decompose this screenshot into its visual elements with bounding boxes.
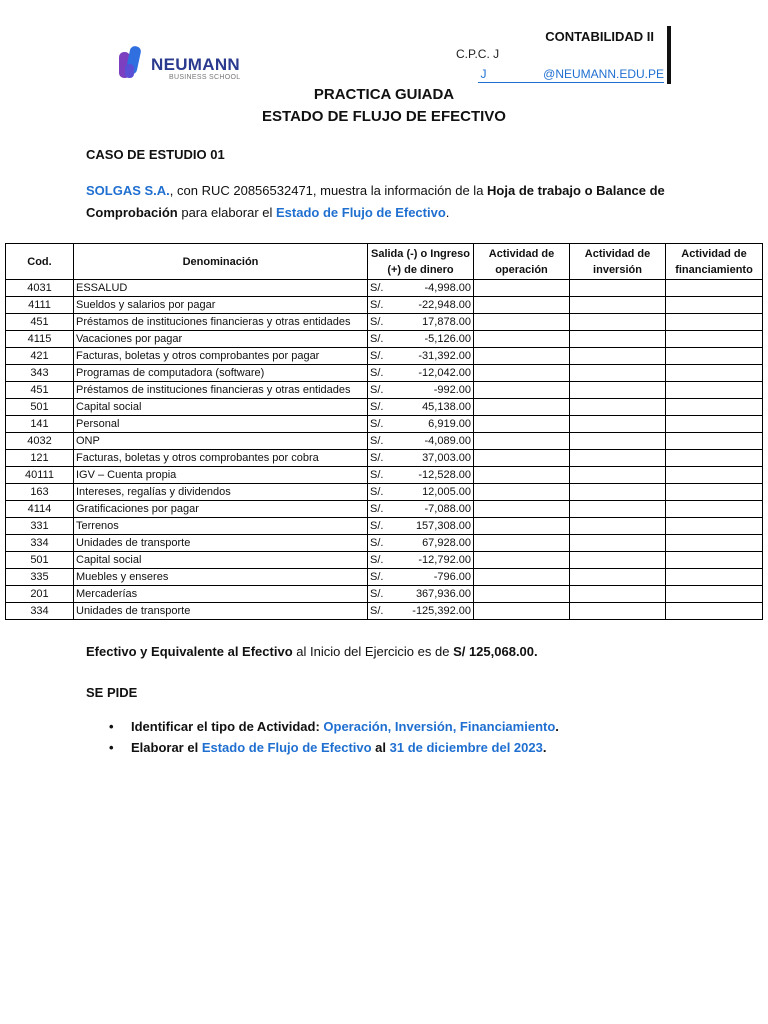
cell-financiamiento[interactable]	[666, 280, 763, 297]
cell-denominacion: Intereses, regalías y dividendos	[74, 484, 368, 501]
cell-amount	[368, 603, 474, 620]
cell-amount-value: -7,088.00	[424, 503, 471, 515]
col-header-operacion	[474, 244, 570, 280]
cell-currency: S/.	[370, 571, 384, 583]
table-row	[6, 467, 763, 484]
cell-financiamiento[interactable]	[666, 416, 763, 433]
cell-amount-value: 37,003.00	[422, 452, 471, 464]
logo-wordmark: NEUMANN	[151, 55, 240, 74]
cell-inversion[interactable]	[570, 433, 666, 450]
cell-currency: S/.	[370, 401, 384, 413]
cell-inversion[interactable]	[570, 331, 666, 348]
cell-denominacion: IGV – Cuenta propia	[74, 467, 368, 484]
cell-cod: 421	[6, 348, 74, 365]
cell-operacion[interactable]	[474, 416, 570, 433]
cell-operacion[interactable]	[474, 569, 570, 586]
intro-text-2: para elaborar el	[177, 205, 277, 220]
cell-amount-value: 157,308.00	[415, 520, 471, 532]
task-1-end: .	[555, 719, 559, 734]
cell-denominacion: Muebles y enseres	[74, 569, 368, 586]
intro-hoja: Hoja de trabajo o Balance de Comprobación	[86, 183, 665, 220]
cell-inversion[interactable]	[570, 314, 666, 331]
table-row	[6, 365, 763, 382]
cell-amount	[368, 433, 474, 450]
cell-amount-value: 45,138.00	[422, 401, 471, 413]
neumann-logo-icon	[117, 44, 147, 82]
cell-financiamiento[interactable]	[666, 297, 763, 314]
ledger-body	[6, 280, 763, 620]
cell-operacion[interactable]	[474, 586, 570, 603]
cell-cod: 201	[6, 586, 74, 603]
table-row	[6, 501, 763, 518]
neumann-logo	[117, 44, 257, 84]
task-2-end: .	[542, 740, 547, 755]
cell-amount-value: 67,928.00	[422, 537, 471, 549]
task-2-highlight2: 31 de diciembre del 2023	[389, 740, 543, 755]
cell-denominacion: Facturas, boletas y otros comprobantes por cobra	[74, 450, 368, 467]
table-row	[6, 280, 763, 297]
cell-inversion[interactable]	[570, 586, 666, 603]
cell-currency: S/.	[370, 299, 384, 311]
cell-currency: S/.	[370, 588, 384, 600]
table-row	[6, 399, 763, 416]
cell-cod: 4031	[6, 280, 74, 297]
cell-cod: 4114	[6, 501, 74, 518]
cell-amount	[368, 467, 474, 484]
intro-estado: Estado de Flujo de Efectivo	[276, 205, 446, 220]
cell-amount-value: -992.00	[433, 384, 471, 396]
cell-denominacion: ESSALUD	[74, 280, 368, 297]
table-row	[6, 331, 763, 348]
list-item	[131, 716, 559, 737]
cell-inversion[interactable]	[570, 552, 666, 569]
table-row	[6, 450, 763, 467]
cell-cod: 451	[6, 314, 74, 331]
cell-amount	[368, 552, 474, 569]
col-header-operacion-line2: operación	[495, 263, 548, 276]
cell-cod: 4115	[6, 331, 74, 348]
cell-amount	[368, 501, 474, 518]
cell-currency: S/.	[370, 384, 384, 396]
cell-denominacion: Programas de computadora (software)	[74, 365, 368, 382]
cell-operacion[interactable]	[474, 382, 570, 399]
cell-currency: S/.	[370, 520, 384, 532]
cell-amount	[368, 586, 474, 603]
cell-operacion[interactable]	[474, 467, 570, 484]
cell-financiamiento[interactable]	[666, 552, 763, 569]
professor-name: C.P.C. J	[456, 47, 500, 61]
cell-amount-value: 17,878.00	[422, 316, 471, 328]
cell-financiamiento[interactable]	[666, 382, 763, 399]
col-header-cod: Cod.	[6, 244, 74, 280]
cell-cod: 40111	[6, 467, 74, 484]
cell-amount-value: -796.00	[433, 571, 471, 583]
cell-cod: 334	[6, 535, 74, 552]
col-header-denominacion: Denominación	[74, 244, 368, 280]
efectivo-inicial	[86, 644, 538, 659]
cell-denominacion: Mercaderías	[74, 586, 368, 603]
cell-amount	[368, 280, 474, 297]
cell-inversion[interactable]	[570, 280, 666, 297]
efectivo-label: Efectivo y Equivalente al Efectivo	[86, 644, 293, 659]
table-row	[6, 569, 763, 586]
cell-amount-value: 6,919.00	[428, 418, 471, 430]
intro-text-1: , con RUC 20856532471, muestra la información de la	[169, 183, 488, 198]
cell-denominacion: Préstamos de instituciones financieras y otras entidades	[74, 382, 368, 399]
cell-financiamiento[interactable]	[666, 603, 763, 620]
efectivo-text: al Inicio del Ejercicio es de	[292, 644, 454, 659]
table-row	[6, 348, 763, 365]
cell-currency: S/.	[370, 367, 384, 379]
cell-operacion[interactable]	[474, 280, 570, 297]
table-row	[6, 518, 763, 535]
cell-inversion[interactable]	[570, 569, 666, 586]
case-title: CASO DE ESTUDIO 01	[86, 147, 225, 162]
cell-operacion[interactable]	[474, 450, 570, 467]
cell-financiamiento[interactable]	[666, 450, 763, 467]
cell-denominacion: Terrenos	[74, 518, 368, 535]
cell-inversion[interactable]	[570, 416, 666, 433]
cell-amount-value: -5,126.00	[424, 333, 471, 345]
document-title: PRACTICA GUIADA	[313, 86, 455, 103]
cell-amount	[368, 297, 474, 314]
cell-operacion[interactable]	[474, 433, 570, 450]
cell-inversion[interactable]	[570, 450, 666, 467]
task-2-highlight: Estado de Flujo de Efectivo	[201, 740, 372, 755]
cell-financiamiento[interactable]	[666, 569, 763, 586]
table-header-row	[6, 244, 763, 280]
professor-email-link[interactable]: J @NEUMANN.EDU.PE	[478, 66, 664, 83]
cell-amount-value: 367,936.00	[415, 588, 471, 600]
task-list	[108, 716, 559, 758]
table-row	[6, 297, 763, 314]
cell-cod: 334	[6, 603, 74, 620]
cell-cod: 121	[6, 450, 74, 467]
cell-amount-value: 12,005.00	[422, 486, 471, 498]
cell-amount-value: -12,528.00	[418, 469, 471, 481]
cell-financiamiento[interactable]	[666, 314, 763, 331]
col-header-salida-line2: (+) de dinero	[387, 263, 454, 276]
cell-cod: 451	[6, 382, 74, 399]
cell-amount	[368, 450, 474, 467]
table-row	[6, 586, 763, 603]
ledger-table	[5, 243, 763, 620]
col-header-inversion-line1: Actividad de	[584, 247, 651, 260]
cell-amount-value: -22,948.00	[418, 299, 471, 311]
cell-operacion[interactable]	[474, 314, 570, 331]
task-2-mid: al	[371, 740, 390, 755]
table-row	[6, 416, 763, 433]
cell-denominacion: Personal	[74, 416, 368, 433]
case-intro-paragraph	[86, 180, 686, 224]
col-header-salida	[368, 244, 474, 280]
cell-amount	[368, 348, 474, 365]
cell-inversion[interactable]	[570, 399, 666, 416]
cell-operacion[interactable]	[474, 399, 570, 416]
cell-currency: S/.	[370, 452, 384, 464]
list-item	[131, 737, 559, 758]
cell-amount	[368, 569, 474, 586]
cell-amount	[368, 518, 474, 535]
cell-cod: 501	[6, 399, 74, 416]
cell-currency: S/.	[370, 469, 384, 481]
col-header-financiamiento-line2: financiamiento	[675, 263, 753, 276]
cell-amount	[368, 382, 474, 399]
cell-operacion[interactable]	[474, 552, 570, 569]
col-header-salida-line1: Salida (-) o Ingreso	[370, 247, 470, 260]
cell-denominacion: Unidades de transporte	[74, 535, 368, 552]
cell-amount	[368, 535, 474, 552]
table-row	[6, 484, 763, 501]
cell-operacion[interactable]	[474, 331, 570, 348]
cell-currency: S/.	[370, 282, 384, 294]
cell-financiamiento[interactable]	[666, 467, 763, 484]
cell-cod: 501	[6, 552, 74, 569]
cell-operacion[interactable]	[474, 603, 570, 620]
cell-denominacion: Préstamos de instituciones financieras y otras entidades	[74, 314, 368, 331]
cell-currency: S/.	[370, 554, 384, 566]
cell-amount-value: -125,392.00	[412, 605, 471, 617]
cell-cod: 163	[6, 484, 74, 501]
cell-operacion[interactable]	[474, 297, 570, 314]
cell-currency: S/.	[370, 333, 384, 345]
cell-cod: 4032	[6, 433, 74, 450]
cell-denominacion: Facturas, boletas y otros comprobantes por pagar	[74, 348, 368, 365]
cell-amount-value: -12,792.00	[418, 554, 471, 566]
cell-inversion[interactable]	[570, 365, 666, 382]
cell-amount-value: -4,089.00	[424, 435, 471, 447]
cell-denominacion: Capital social	[74, 399, 368, 416]
col-header-operacion-line1: Actividad de	[488, 247, 555, 260]
cell-financiamiento[interactable]	[666, 501, 763, 518]
cell-inversion[interactable]	[570, 467, 666, 484]
table-row	[6, 314, 763, 331]
cell-financiamiento[interactable]	[666, 348, 763, 365]
task-1-label: Identificar el tipo de Actividad:	[131, 719, 324, 734]
col-header-inversion	[570, 244, 666, 280]
cell-financiamiento[interactable]	[666, 433, 763, 450]
header-divider	[667, 26, 671, 84]
cell-inversion[interactable]	[570, 297, 666, 314]
cell-inversion[interactable]	[570, 535, 666, 552]
intro-end: .	[445, 205, 450, 220]
cell-denominacion: Gratificaciones por pagar	[74, 501, 368, 518]
cell-amount-value: -31,392.00	[418, 350, 471, 362]
cell-financiamiento[interactable]	[666, 586, 763, 603]
cell-inversion[interactable]	[570, 484, 666, 501]
cell-cod: 4111	[6, 297, 74, 314]
cell-currency: S/.	[370, 435, 384, 447]
cell-financiamiento[interactable]	[666, 535, 763, 552]
cell-operacion[interactable]	[474, 535, 570, 552]
cell-amount-value: -12,042.00	[418, 367, 471, 379]
task-2-label: Elaborar el	[131, 740, 202, 755]
company-name: SOLGAS S.A.	[86, 183, 170, 198]
cell-cod: 141	[6, 416, 74, 433]
efectivo-amount: S/ 125,068.00.	[453, 644, 538, 659]
cell-denominacion: Capital social	[74, 552, 368, 569]
cell-currency: S/.	[370, 316, 384, 328]
logo-subtitle: BUSINESS SCHOOL	[169, 74, 241, 81]
cell-inversion[interactable]	[570, 603, 666, 620]
cell-denominacion: Sueldos y salarios por pagar	[74, 297, 368, 314]
cell-amount	[368, 399, 474, 416]
cell-denominacion: ONP	[74, 433, 368, 450]
task-1-highlight: Operación, Inversión, Financiamiento	[323, 719, 556, 734]
col-header-inversion-line2: inversión	[593, 263, 642, 276]
cell-inversion[interactable]	[570, 348, 666, 365]
table-row	[6, 552, 763, 569]
cell-currency: S/.	[370, 503, 384, 515]
cell-financiamiento[interactable]	[666, 365, 763, 382]
cell-financiamiento[interactable]	[666, 518, 763, 535]
cell-operacion[interactable]	[474, 348, 570, 365]
course-name: CONTABILIDAD II	[545, 29, 654, 44]
document-subtitle: ESTADO DE FLUJO DE EFECTIVO	[262, 108, 506, 125]
table-row	[6, 603, 763, 620]
table-row	[6, 535, 763, 552]
cell-currency: S/.	[370, 486, 384, 498]
cell-currency: S/.	[370, 418, 384, 430]
cell-cod: 343	[6, 365, 74, 382]
cell-inversion[interactable]	[570, 501, 666, 518]
cell-operacion[interactable]	[474, 518, 570, 535]
cell-amount	[368, 365, 474, 382]
col-header-financiamiento	[666, 244, 763, 280]
cell-amount	[368, 484, 474, 501]
table-row	[6, 382, 763, 399]
col-header-financiamiento-line1: Actividad de	[681, 247, 747, 260]
cell-operacion[interactable]	[474, 484, 570, 501]
cell-operacion[interactable]	[474, 501, 570, 518]
cell-denominacion: Vacaciones por pagar	[74, 331, 368, 348]
cell-cod: 331	[6, 518, 74, 535]
cell-currency: S/.	[370, 350, 384, 362]
cell-cod: 335	[6, 569, 74, 586]
cell-inversion[interactable]	[570, 518, 666, 535]
cell-inversion[interactable]	[570, 382, 666, 399]
se-pide-heading: SE PIDE	[86, 685, 138, 700]
cell-currency: S/.	[370, 605, 384, 617]
cell-denominacion: Unidades de transporte	[74, 603, 368, 620]
cell-amount	[368, 416, 474, 433]
cell-amount-value: -4,998.00	[424, 282, 471, 294]
cell-amount	[368, 314, 474, 331]
cell-financiamiento[interactable]	[666, 331, 763, 348]
cell-amount	[368, 331, 474, 348]
cell-operacion[interactable]	[474, 365, 570, 382]
table-row	[6, 433, 763, 450]
cell-financiamiento[interactable]	[666, 484, 763, 501]
cell-currency: S/.	[370, 537, 384, 549]
cell-financiamiento[interactable]	[666, 399, 763, 416]
